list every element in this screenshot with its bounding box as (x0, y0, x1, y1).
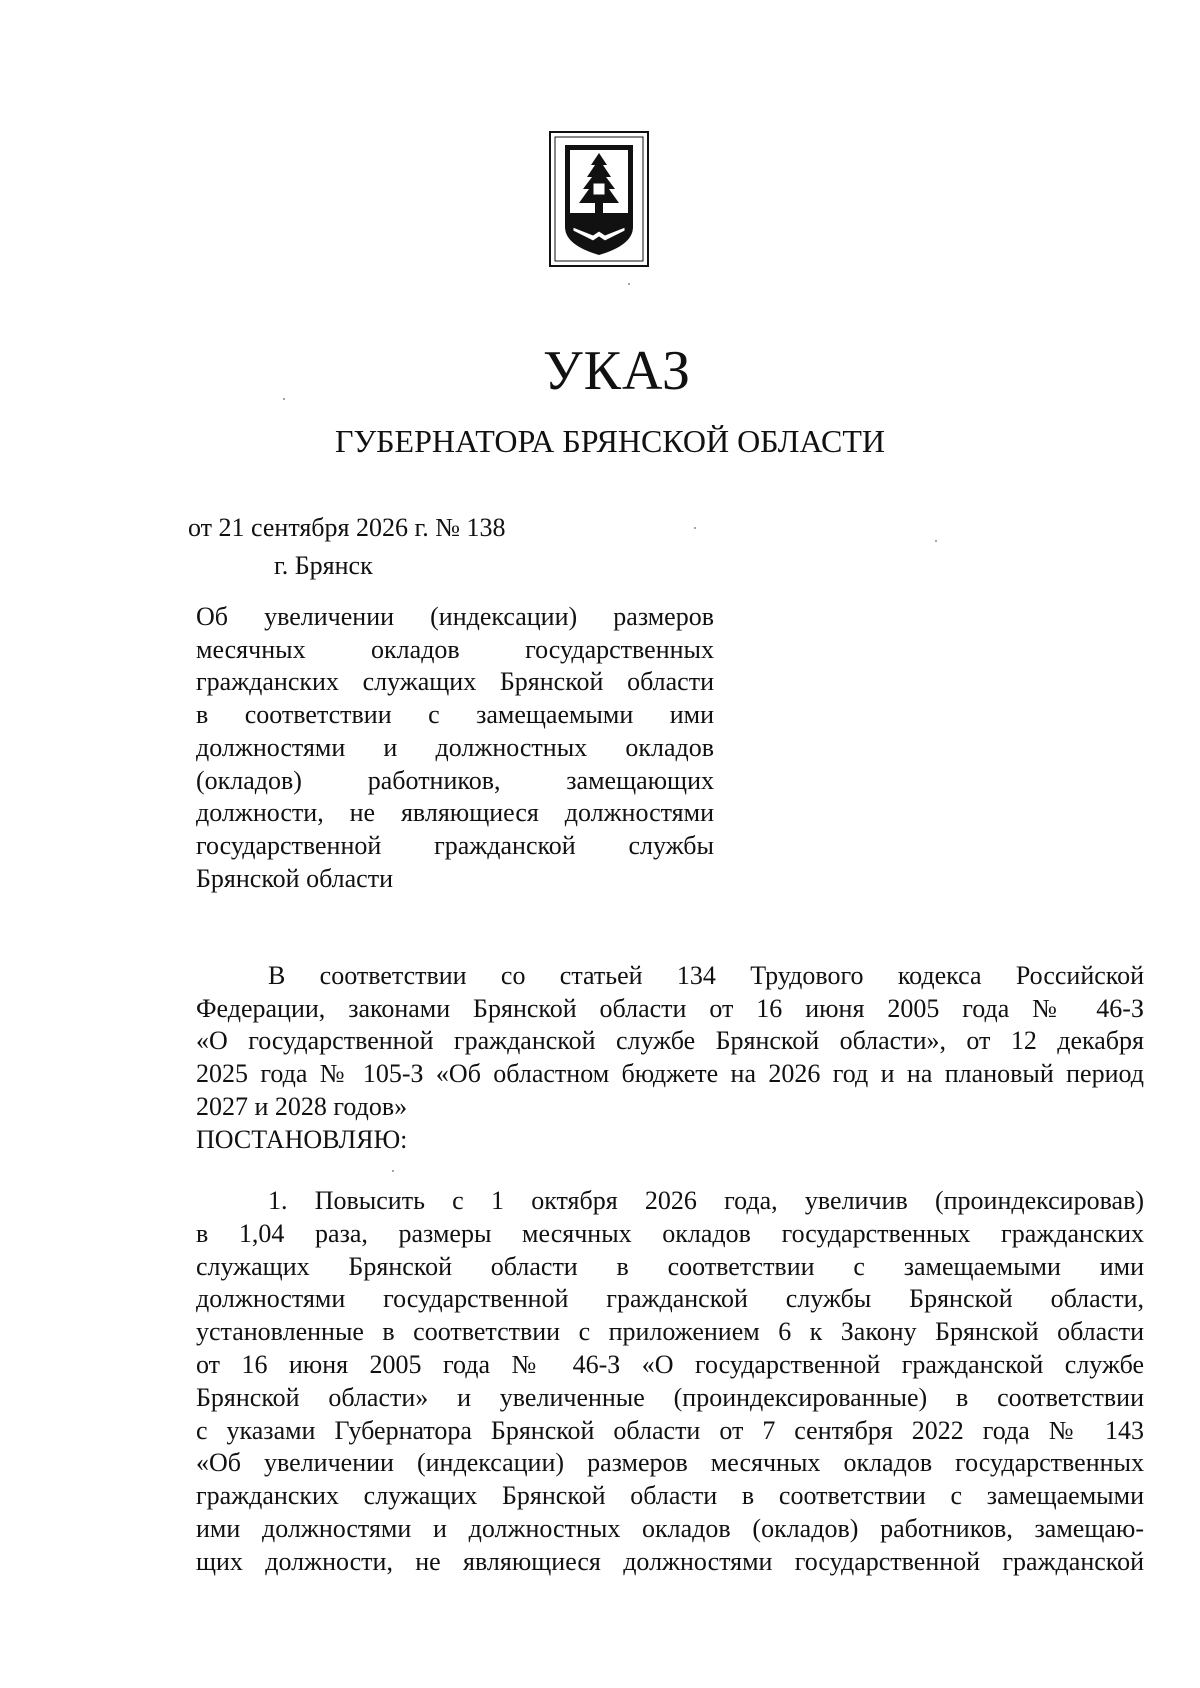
coat-of-arms-icon (549, 131, 649, 267)
subject-line: должностями и должностных окладов (196, 732, 714, 762)
preamble-line: 2025 года № 105-З «Об областном бюджете на 2026 год и на плановый период (196, 1059, 1144, 1089)
subject-line: в соответствии с замещаемыми ими (196, 700, 714, 730)
preamble-line: 2027 и 2028 годов» (196, 1091, 408, 1121)
item1-line: установленные в соответствии с приложением 6 к Закону Брянской области (196, 1317, 1144, 1347)
subject-line: должности, не являющиеся должностями (196, 798, 714, 828)
item1-line: Брянской области» и увеличенные (проиндексированные) в соответствии (196, 1382, 1144, 1412)
item1-line: ими должностями и должностных окладов (окладов) работников, замещаю- (196, 1513, 1144, 1543)
item1-line: гражданских служащих Брянской области в соответствии с замещаемыми (196, 1481, 1144, 1511)
subject-line: (окладов) работников, замещающих (196, 765, 714, 795)
decree-word: ПОСТАНОВЛЯЮ: (196, 1124, 408, 1154)
item1-line: в 1,04 раза, размеры месячных окладов государственных гражданских (196, 1218, 1144, 1248)
item1-line: служащих Брянской области в соответствии с замещаемыми ими (196, 1251, 1144, 1281)
subject-line: Об увеличении (индексации) размеров (196, 602, 714, 631)
subject-line: месячных окладов государственных (196, 634, 714, 664)
subject-line: государственной гражданской службы (196, 830, 714, 860)
document-subtitle: ГУБЕРНАТОРА БРЯНСКОЙ ОБЛАСТИ (335, 423, 885, 459)
item1-line: с указами Губернатора Брянской области от 7 сентября 2022 года № 143 (196, 1415, 1144, 1445)
item1-line: от 16 июня 2005 года № 46-З «О государственной гражданской службе (196, 1349, 1144, 1379)
item1-line: 1. Повысить с 1 октября 2026 года, увеличив (проиндексировав) (268, 1186, 1144, 1215)
city: г. Брянск (274, 551, 373, 580)
item1-line: «Об увеличении (индексации) размеров месячных окладов государственных (196, 1448, 1144, 1478)
paragraph-item-1 (196, 1185, 1144, 1579)
scan-speck (392, 1170, 394, 1172)
scan-speck (935, 540, 937, 542)
scan-speck (694, 527, 696, 529)
preamble-paragraph (196, 960, 1144, 1156)
item1-line: щих должности, не являющиеся должностями государственной гражданской (196, 1546, 1144, 1576)
scan-speck (283, 398, 285, 400)
date-and-number: от 21 сентября 2026 г. № 138 (188, 513, 506, 542)
document-title: УКАЗ (542, 340, 692, 402)
subject-line: гражданских служащих Брянской области (196, 667, 714, 697)
subject-line: Брянской области (196, 863, 393, 893)
scan-speck (628, 283, 630, 285)
item1-line: должностями государственной гражданской службы Брянской области, (196, 1284, 1144, 1314)
preamble-line: Федерации, законами Брянской области от 16 июня 2005 года № 46-З (196, 993, 1144, 1023)
document-subject (196, 601, 714, 895)
preamble-line: В соответствии со статьей 134 Трудового кодекса Российской (268, 961, 1144, 990)
preamble-line: «О государственной гражданской службе Брянской области», от 12 декабря (196, 1026, 1144, 1056)
